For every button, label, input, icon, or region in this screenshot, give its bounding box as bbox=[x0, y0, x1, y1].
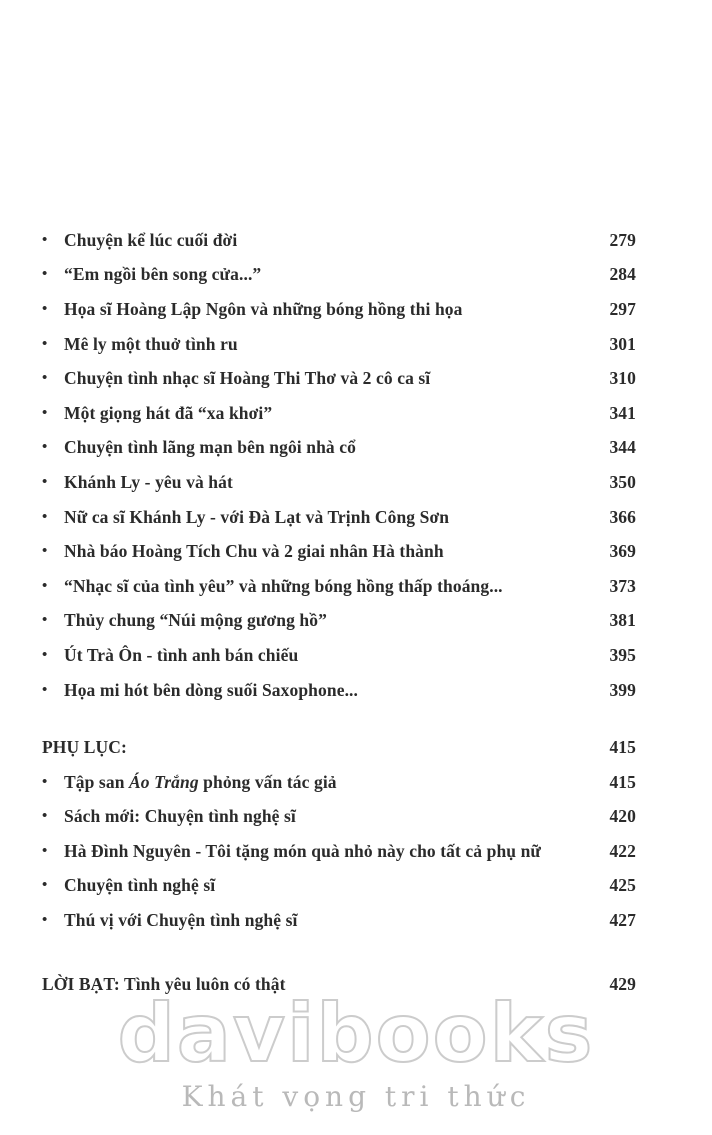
entry-title: Một giọng hát đã “xa khơi” bbox=[64, 402, 273, 423]
entry-title: Mê ly một thuở tình ru bbox=[64, 333, 238, 354]
toc-entry bbox=[42, 869, 636, 904]
bullet-icon: • bbox=[42, 877, 48, 894]
toc-entry bbox=[42, 431, 636, 466]
table-of-contents bbox=[42, 223, 636, 1001]
entry-page: 366 bbox=[609, 506, 636, 527]
toc-entry bbox=[42, 223, 636, 258]
bullet-icon: • bbox=[42, 404, 48, 421]
entry-page: 415 bbox=[609, 771, 636, 792]
entry-page: 427 bbox=[609, 910, 636, 931]
entry-page: 284 bbox=[609, 264, 636, 285]
entry-title: Thủy chung “Núi mộng gương hồ” bbox=[64, 610, 327, 631]
toc-entry bbox=[42, 465, 636, 500]
entry-title: Út Trà Ôn - tình anh bán chiếu bbox=[64, 644, 299, 665]
toc-entry bbox=[42, 800, 636, 835]
bullet-icon: • bbox=[42, 773, 48, 790]
toc-entry bbox=[42, 569, 636, 604]
toc-entry bbox=[42, 258, 636, 293]
entry-page: 350 bbox=[609, 471, 636, 492]
entry-title: “Em ngồi bên song cửa...” bbox=[64, 264, 262, 285]
entry-page: 369 bbox=[609, 541, 636, 562]
entry-title: Nữ ca sĩ Khánh Ly - với Đà Lạt và Trịnh Công Sơn bbox=[64, 506, 450, 527]
toc-appendix-list bbox=[42, 765, 636, 938]
entry-title: Chuyện tình nghệ sĩ bbox=[64, 875, 216, 896]
entry-title: Họa mi hót bên dòng suối Saxophone... bbox=[64, 679, 358, 700]
watermark bbox=[0, 988, 712, 1114]
bullet-icon: • bbox=[42, 577, 48, 594]
entry-page: 341 bbox=[609, 402, 636, 423]
entry-title: Chuyện tình lãng mạn bên ngôi nhà cổ bbox=[64, 437, 356, 458]
entry-title bbox=[64, 772, 592, 793]
appendix-heading: PHỤ LỤC: bbox=[42, 737, 127, 758]
toc-entry bbox=[42, 903, 636, 938]
bullet-icon: • bbox=[42, 439, 48, 456]
entry-page: 422 bbox=[609, 840, 636, 861]
toc-entry bbox=[42, 673, 636, 708]
bullet-icon: • bbox=[42, 266, 48, 283]
epilogue-row bbox=[42, 967, 636, 1002]
toc-entry bbox=[42, 292, 636, 327]
entry-page: 310 bbox=[609, 368, 636, 389]
entry-title: Họa sĩ Hoàng Lập Ngôn và những bóng hồng thi họa bbox=[64, 298, 463, 319]
entry-page: 429 bbox=[609, 973, 636, 994]
entry-title-part: Tập san bbox=[64, 771, 129, 792]
entry-page: 395 bbox=[609, 644, 636, 665]
entry-page: 420 bbox=[609, 806, 636, 827]
bullet-icon: • bbox=[42, 300, 48, 317]
entry-page: 425 bbox=[609, 875, 636, 896]
toc-entry bbox=[42, 396, 636, 431]
bullet-icon: • bbox=[42, 842, 48, 859]
toc-entry bbox=[42, 534, 636, 569]
entry-title: Nhà báo Hoàng Tích Chu và 2 giai nhân Hà thành bbox=[64, 541, 444, 562]
toc-main-list bbox=[42, 223, 636, 707]
entry-title-italic-part: Áo Trắng bbox=[129, 771, 199, 792]
bullet-icon: • bbox=[42, 808, 48, 825]
entry-page: 399 bbox=[609, 679, 636, 700]
entry-page: 344 bbox=[609, 437, 636, 458]
toc-entry bbox=[42, 834, 636, 869]
entry-title: Khánh Ly - yêu và hát bbox=[64, 471, 233, 492]
bullet-icon: • bbox=[42, 231, 48, 248]
entry-title: Thú vị với Chuyện tình nghệ sĩ bbox=[64, 910, 298, 931]
toc-entry bbox=[42, 361, 636, 396]
entry-title: Chuyện tình nhạc sĩ Hoàng Thi Thơ và 2 cô ca sĩ bbox=[64, 368, 431, 389]
davibooks-logo: davibooks bbox=[117, 987, 595, 1080]
entry-page: 381 bbox=[609, 610, 636, 631]
entry-page: 279 bbox=[609, 229, 636, 250]
bullet-icon: • bbox=[42, 543, 48, 560]
entry-title: Sách mới: Chuyện tình nghệ sĩ bbox=[64, 806, 296, 827]
bullet-icon: • bbox=[42, 508, 48, 525]
epilogue-title: LỜI BẠT: Tình yêu luôn có thật bbox=[42, 973, 286, 994]
toc-entry bbox=[42, 327, 636, 362]
appendix-heading-row bbox=[42, 730, 636, 765]
bullet-icon: • bbox=[42, 473, 48, 490]
entry-page: 415 bbox=[609, 737, 636, 758]
bullet-icon: • bbox=[42, 370, 48, 387]
bullet-icon: • bbox=[42, 612, 48, 629]
entry-title-part: phỏng vấn tác giả bbox=[198, 771, 337, 792]
bullet-icon: • bbox=[42, 335, 48, 352]
toc-entry bbox=[42, 604, 636, 639]
entry-page: 301 bbox=[609, 333, 636, 354]
entry-title: Hà Đình Nguyên - Tôi tặng món quà nhỏ này cho tất cả phụ nữ bbox=[64, 840, 542, 861]
entry-page: 373 bbox=[609, 575, 636, 596]
entry-title: “Nhạc sĩ của tình yêu” và những bóng hồng thấp thoáng... bbox=[64, 575, 503, 596]
bullet-icon: • bbox=[42, 681, 48, 698]
toc-entry bbox=[42, 638, 636, 673]
watermark-tagline: Khát vọng tri thức bbox=[181, 1080, 531, 1113]
entry-title: Chuyện kể lúc cuối đời bbox=[64, 229, 238, 250]
entry-page: 297 bbox=[609, 298, 636, 319]
toc-entry bbox=[42, 765, 636, 800]
bullet-icon: • bbox=[42, 912, 48, 929]
bullet-icon: • bbox=[42, 646, 48, 663]
toc-entry bbox=[42, 500, 636, 535]
